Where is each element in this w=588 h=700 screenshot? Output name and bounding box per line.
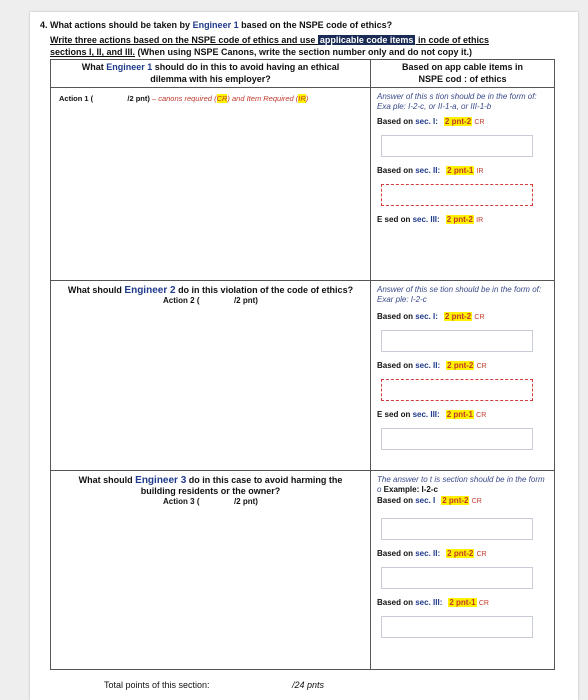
sec-1-input[interactable]	[381, 518, 533, 540]
action-2-question: What should Engineer 2 do in this violation of the code of ethics?	[67, 285, 354, 296]
highlighted-code-items: applicable code items	[319, 35, 414, 45]
based-sec-3: Based on sec. III: 2 pnt-1 CR	[377, 598, 489, 607]
sec-2-input[interactable]	[381, 379, 533, 401]
ethics-table	[50, 59, 555, 670]
based-sec-2: Based on sec. II: 2 pnt-1 IR	[377, 166, 484, 175]
action-3-label: Action 3 ( /2 pnt)	[163, 497, 258, 506]
instruction-line-1: Write three actions based on the NSPE code of ethics and use applicable code items in code of ethics	[50, 35, 489, 45]
table-header-row	[51, 60, 555, 88]
header-right-cell: Based on app cable items in NSPE cod : of ethics	[371, 60, 555, 88]
action-3-code-cell	[371, 471, 555, 670]
question-title: 4. What actions should be taken by Engineer 1 based on the NSPE code of ethics?	[40, 20, 393, 30]
sec-3-input[interactable]	[381, 616, 533, 638]
sec-2-input[interactable]	[381, 567, 533, 589]
based-sec-1: Based on sec. I 2 pnt-2 CR	[377, 496, 482, 505]
sec-2-input[interactable]	[381, 184, 533, 206]
based-sec-3: E sed on sec. III: 2 pnt-1 CR	[377, 410, 487, 419]
answer-form-hint: Answer of this s tion should be in the form of: Exa ple: I-2-c, or II-1-a, or III-1-b	[377, 92, 537, 111]
answer-form-hint: Answer of this se tion should be in the form of: Exar ple: I-2-c	[377, 285, 542, 304]
action-1-answer-area[interactable]	[51, 88, 371, 281]
sec-1-input[interactable]	[381, 330, 533, 352]
table-row	[51, 281, 555, 471]
instruction-line-2: sections I, II, and III. (When using NSPE Canons, write the section number only and do not copy it.)	[50, 47, 473, 57]
sec-1-input[interactable]	[381, 135, 533, 157]
answer-form-hint: The answer to t is section should be in the form o Example: I-2-c	[377, 475, 545, 494]
based-sec-1: Based on sec. I: 2 pnt-2 CR	[377, 117, 485, 126]
based-sec-1: Based on sec. I: 2 pnt-2 CR	[377, 312, 485, 321]
action-2-label: Action 2 ( /2 pnt)	[163, 296, 258, 305]
based-sec-2: Based on sec. II: 2 pnt-2 CR	[377, 361, 487, 370]
action-3-question: What should Engineer 3 do in this case to avoid harming the building residents or the owner?	[78, 475, 343, 496]
header-left-cell: What Engineer 1 should do in this to avoid having an ethical dilemma with his employer?	[51, 60, 371, 88]
action-2-answer-area[interactable]	[51, 281, 371, 471]
total-points-value: /24 pnts	[292, 680, 325, 690]
table-row	[51, 88, 555, 281]
based-sec-2: Based on sec. II: 2 pnt-2 CR	[377, 549, 487, 558]
action-1-code-cell	[371, 88, 555, 281]
worksheet-page	[30, 12, 578, 700]
action-2-code-cell	[371, 281, 555, 471]
sec-3-input[interactable]	[381, 428, 533, 450]
action-1-label: Action 1 ( /2 pnt) – canons required (CR) and Item Required (IR)	[59, 94, 309, 103]
action-3-answer-area[interactable]	[51, 471, 371, 670]
total-points-label: Total points of this section:	[104, 680, 210, 690]
table-row	[51, 471, 555, 670]
based-sec-3: E sed on sec. III: 2 pnt-2 IR	[377, 215, 484, 224]
